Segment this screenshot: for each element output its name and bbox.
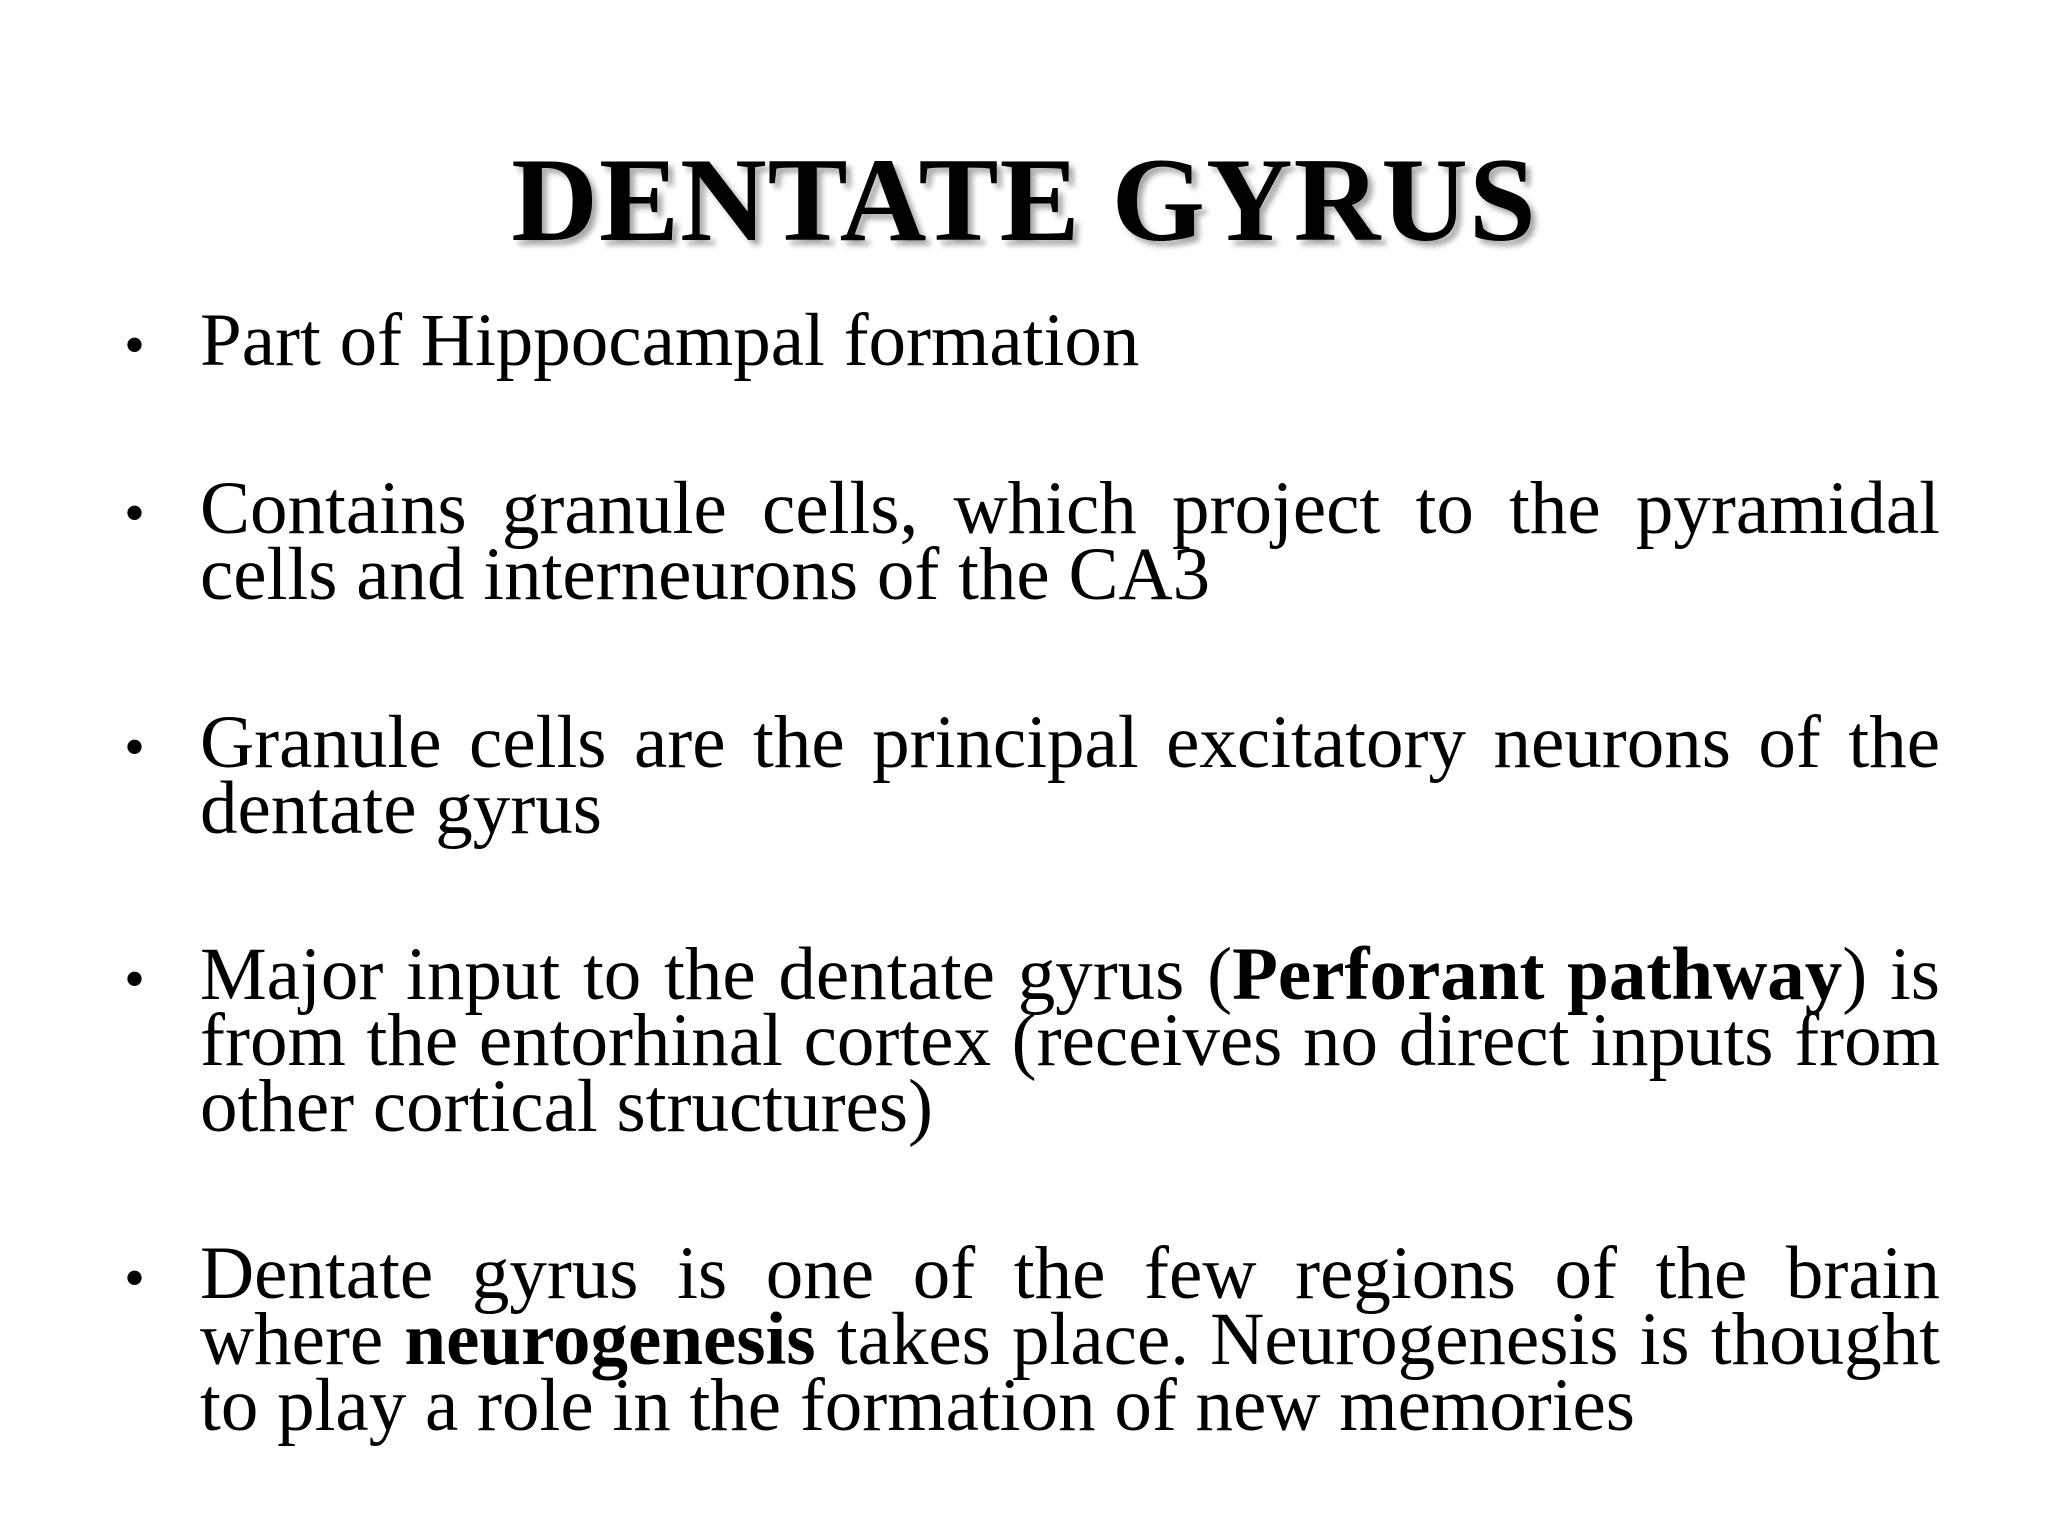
bullet-4-text-b: ) is from the entorhinal cortex (receives no direct inputs from other cortical structures) [200,933,1940,1148]
bullet-item-3 [124,701,1940,850]
bullet-5-text-b: takes place. Neurogenesis is thought to play a role in the formation of new memories [200,1298,1940,1447]
bullet-item-5 [124,1232,1940,1447]
perforant-pathway-term: Perforant pathway [1232,933,1843,1016]
bullet-1-text: Part of Hippocampal formation [200,299,1140,382]
bullet-dot: • [124,946,146,1012]
bullet-dot: • [124,480,146,546]
slide-title: DENTATE GYRUS [511,133,1537,266]
bullet-dot: • [124,312,146,378]
bullet-dot: • [124,1245,146,1311]
bullet-5-text-a: Dentate gyrus is one of the few regions of the brain where [200,1232,1940,1381]
bullet-item-4 [124,933,1940,1148]
bullet-2-text: Contains granule cells, which project to the pyramidal cells and interneurons of the CA3 [200,467,1940,616]
bullet-3-text: Granule cells are the principal excitatory neurons of the dentate gyrus [200,701,1940,850]
bullet-4-text-a: Major input to the dentate gyrus ( [200,933,1233,1016]
bullet-item-2 [124,467,1940,616]
neurogenesis-term: neurogenesis [404,1298,816,1381]
bullet-dot: • [124,714,146,780]
bullet-item-1 [124,299,1940,382]
